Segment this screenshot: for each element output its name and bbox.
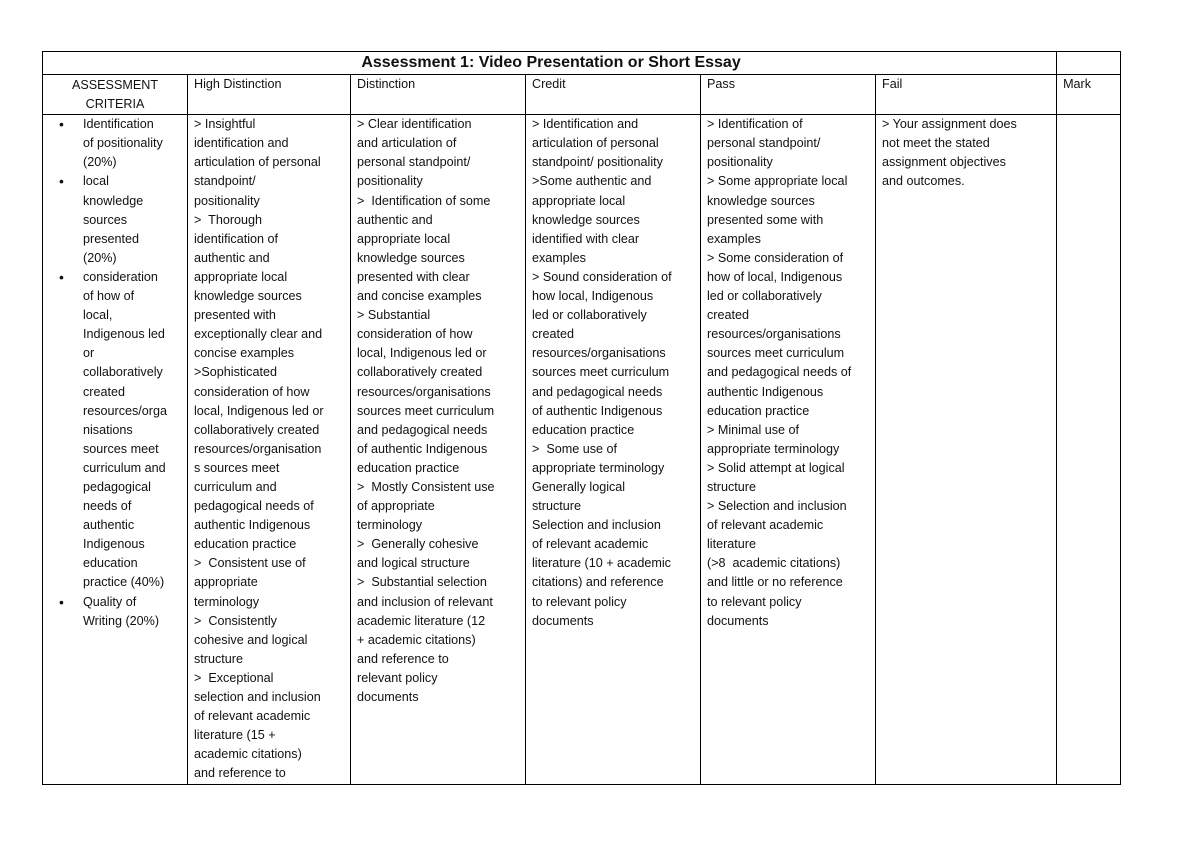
cell-line: collaboratively created — [357, 365, 483, 380]
cell-line: > Your assignment does — [882, 117, 1017, 132]
cell-line: and inclusion of relevant — [357, 594, 493, 609]
cell-line: > Identification of — [707, 117, 803, 132]
cell-line: terminology — [357, 518, 423, 533]
cell-line: resources/organisation — [194, 441, 322, 456]
criteria-item — [83, 268, 184, 593]
cell-line: > Sound consideration of — [532, 269, 672, 284]
cell-line: > Insightful — [194, 117, 256, 132]
cell-line: personal standpoint/ — [357, 155, 471, 170]
cell-line: exceptionally clear and — [194, 327, 323, 342]
cell-line: appropriate local — [532, 193, 626, 208]
criteria-line: of how of — [83, 289, 135, 304]
title-row-empty-cell — [1057, 52, 1121, 75]
criteria-line: resources/orga — [83, 403, 167, 418]
cell-line: and outcomes. — [882, 174, 965, 189]
cell-line: appropriate local — [194, 269, 288, 284]
criteria-line: needs of — [83, 499, 132, 514]
cell-line: of authentic Indigenous — [532, 403, 663, 418]
criteria-line: nisations — [83, 422, 133, 437]
cell-line: knowledge sources — [707, 193, 815, 208]
cell-line: Selection and inclusion — [532, 518, 661, 533]
cell-line: and articulation of — [357, 136, 457, 151]
criteria-line: collaboratively — [83, 365, 163, 380]
cell-line: positionality — [707, 155, 773, 170]
cell-line: literature — [707, 537, 756, 552]
cell-line: collaboratively created — [194, 422, 320, 437]
criteria-item — [83, 593, 184, 631]
header-credit: Credit — [526, 75, 701, 115]
cell-line: > Substantial selection — [357, 575, 487, 590]
cell-line: education practice — [707, 403, 810, 418]
cell-line: sources meet curriculum — [357, 403, 495, 418]
cell-line: to relevant policy — [532, 594, 627, 609]
mark-cell — [1057, 115, 1121, 785]
cell-line: Generally logical — [532, 479, 626, 494]
cell-line: assignment objectives — [882, 155, 1006, 170]
cell-line: structure — [532, 499, 581, 514]
header-pass: Pass — [701, 75, 876, 115]
cell-line: how local, Indigenous — [532, 289, 654, 304]
cell-line: education practice — [194, 537, 297, 552]
distinction-cell — [351, 115, 526, 785]
cell-line: consideration of how — [357, 327, 473, 342]
cell-line: presented with — [194, 308, 276, 323]
cell-line: and pedagogical needs of — [707, 365, 852, 380]
criteria-line: education — [83, 556, 138, 571]
assessment-title: Assessment 1: Video Presentation or Short Essay — [43, 52, 1057, 75]
criteria-line: • consideration — [83, 269, 158, 284]
cell-line: > Identification of some — [357, 193, 491, 208]
cell-line: appropriate terminology — [532, 460, 665, 475]
cell-line: selection and inclusion — [194, 690, 321, 704]
cell-line: and concise examples — [357, 289, 482, 304]
cell-line: of authentic Indigenous — [357, 441, 488, 456]
criteria-line: sources — [83, 212, 128, 227]
cell-line: sources meet curriculum — [532, 365, 670, 380]
cell-line: to relevant policy — [707, 594, 802, 609]
cell-line: > Generally cohesive — [357, 537, 479, 552]
fail-cell — [876, 115, 1057, 785]
cell-line: articulation of personal — [532, 136, 659, 151]
pass-cell — [701, 115, 876, 785]
cell-line: and reference to — [357, 651, 449, 666]
cell-line: resources/organisations — [707, 327, 841, 342]
cell-line: curriculum and — [194, 479, 277, 494]
cell-line: examples — [707, 231, 761, 246]
cell-line: > Thorough — [194, 212, 263, 227]
cell-line: > Selection and inclusion — [707, 499, 847, 514]
cell-line: s sources meet — [194, 460, 280, 475]
cell-line: of relevant academic — [194, 709, 311, 724]
criteria-line: • local — [83, 174, 109, 189]
cell-line: education practice — [357, 460, 460, 475]
criteria-line: created — [83, 384, 126, 399]
cell-line: appropriate terminology — [707, 441, 840, 456]
criteria-line: Writing (20%) — [83, 613, 160, 628]
cell-line: > Some use of — [532, 441, 618, 456]
cell-line: and reference to — [194, 766, 286, 781]
cell-line: academic citations) — [194, 747, 302, 762]
criteria-line: curriculum and — [83, 460, 166, 475]
cell-line: education practice — [532, 422, 635, 437]
cell-line: positionality — [194, 193, 260, 208]
criteria-line: • Identification — [83, 117, 154, 132]
cell-line: literature (15 + — [194, 728, 276, 743]
cell-line: > Some consideration of — [707, 250, 844, 265]
credit-cell — [526, 115, 701, 785]
criteria-line: authentic — [83, 518, 135, 533]
cell-line: resources/organisations — [532, 346, 666, 361]
cell-line: appropriate local — [357, 231, 451, 246]
cell-line: documents — [357, 690, 419, 704]
cell-line: > Exceptional — [194, 670, 274, 685]
cell-line: presented with clear — [357, 269, 470, 284]
cell-line: of relevant academic — [532, 537, 649, 552]
cell-line: knowledge sources — [532, 212, 640, 227]
cell-line: structure — [194, 651, 243, 666]
cell-line: literature (10 + academic — [532, 556, 671, 571]
criteria-list — [49, 115, 184, 631]
criteria-line: knowledge — [83, 193, 144, 208]
cell-line: positionality — [357, 174, 423, 189]
criteria-item — [83, 115, 184, 172]
criteria-line: of positionality — [83, 136, 163, 151]
header-mark: Mark — [1057, 75, 1121, 115]
assessment-rubric-table — [42, 51, 1121, 785]
cell-line: resources/organisations — [357, 384, 491, 399]
cell-line: authentic and — [194, 250, 270, 265]
criteria-line: presented — [83, 231, 140, 246]
cell-line: > Clear identification — [357, 117, 472, 132]
cell-line: pedagogical needs of — [194, 499, 314, 514]
cell-line: documents — [707, 613, 769, 628]
cell-line: > Consistent use of — [194, 556, 306, 571]
cell-line: identification of — [194, 231, 279, 246]
cell-line: and pedagogical needs — [357, 422, 488, 437]
cell-line: >Some authentic and — [532, 174, 652, 189]
cell-line: academic literature (12 — [357, 613, 486, 628]
cell-line: identification and — [194, 136, 289, 151]
cell-line: structure — [707, 479, 756, 494]
cell-line: sources meet curriculum — [707, 346, 845, 361]
cell-line: appropriate — [194, 575, 258, 590]
criteria-cell — [43, 115, 188, 785]
cell-line: cohesive and logical — [194, 632, 308, 647]
cell-line: standpoint/ — [194, 174, 256, 189]
cell-line: >Sophisticated — [194, 365, 277, 380]
cell-line: consideration of how — [194, 384, 310, 399]
cell-line: authentic Indigenous — [707, 384, 824, 399]
cell-line: citations) and reference — [532, 575, 664, 590]
cell-line: created — [707, 308, 750, 323]
header-assessment-criteria: ASSESSMENT CRITERIA — [43, 75, 188, 115]
cell-line: of relevant academic — [707, 518, 824, 533]
cell-line: (>8 academic citations) — [707, 556, 841, 571]
cell-line: authentic and — [357, 212, 433, 227]
cell-line: local, Indigenous led or — [357, 346, 487, 361]
criteria-row — [43, 115, 1121, 785]
criteria-line: (20%) — [83, 155, 117, 170]
cell-line: led or collaboratively — [532, 308, 647, 323]
criteria-line: practice (40%) — [83, 575, 165, 590]
criteria-line: or — [83, 346, 95, 361]
criteria-line: local, — [83, 308, 113, 323]
cell-line: > Mostly Consistent use — [357, 479, 495, 494]
cell-line: identified with clear — [532, 231, 640, 246]
cell-line: > Identification and — [532, 117, 639, 132]
cell-line: how of local, Indigenous — [707, 269, 843, 284]
cell-line: knowledge sources — [194, 289, 302, 304]
cell-line: and logical structure — [357, 556, 470, 571]
cell-line: articulation of personal — [194, 155, 321, 170]
criteria-line: pedagogical — [83, 479, 151, 494]
header-high-distinction: High Distinction — [188, 75, 351, 115]
header-row — [43, 75, 1121, 115]
cell-line: local, Indigenous led or — [194, 403, 324, 418]
cell-line: standpoint/ positionality — [532, 155, 663, 170]
criteria-line: sources meet — [83, 441, 159, 456]
cell-line: > Substantial — [357, 308, 431, 323]
cell-line: not meet the stated — [882, 136, 990, 151]
cell-line: authentic Indigenous — [194, 518, 311, 533]
cell-line: and little or no reference — [707, 575, 843, 590]
cell-line: > Consistently — [194, 613, 277, 628]
header-distinction: Distinction — [351, 75, 526, 115]
high-distinction-cell — [188, 115, 351, 785]
criteria-line: Indigenous led — [83, 327, 165, 342]
cell-line: presented some with — [707, 212, 824, 227]
cell-line: relevant policy — [357, 670, 438, 685]
cell-line: > Solid attempt at logical — [707, 460, 845, 475]
header-fail: Fail — [876, 75, 1057, 115]
criteria-line: Indigenous — [83, 537, 145, 552]
cell-line: + academic citations) — [357, 632, 476, 647]
cell-line: concise examples — [194, 346, 295, 361]
cell-line: and pedagogical needs — [532, 384, 663, 399]
criteria-line: • Quality of — [83, 594, 137, 609]
criteria-line: (20%) — [83, 250, 117, 265]
cell-line: documents — [532, 613, 594, 628]
cell-line: terminology — [194, 594, 260, 609]
title-row — [43, 52, 1121, 75]
cell-line: > Some appropriate local — [707, 174, 848, 189]
criteria-item — [83, 172, 184, 267]
cell-line: examples — [532, 250, 586, 265]
cell-line: of appropriate — [357, 499, 435, 514]
cell-line: personal standpoint/ — [707, 136, 821, 151]
cell-line: > Minimal use of — [707, 422, 800, 437]
cell-line: created — [532, 327, 575, 342]
cell-line: led or collaboratively — [707, 289, 822, 304]
cell-line: knowledge sources — [357, 250, 465, 265]
